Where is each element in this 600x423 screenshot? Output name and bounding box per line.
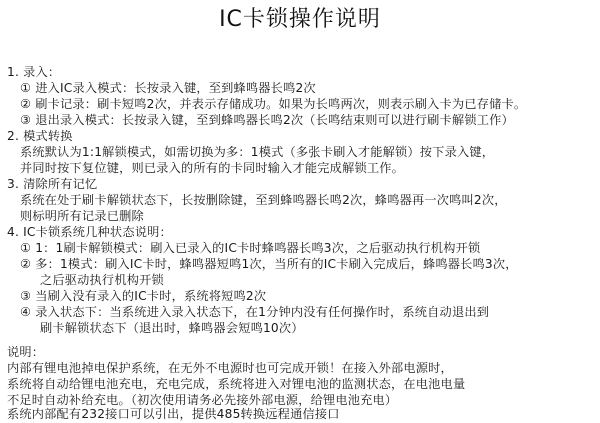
- section-1-line-1: ① 进入IC录入模式：长按录入键，至到蜂鸣器长鸣2次: [20, 81, 316, 95]
- section-4-line-4: ③ 当刷入没有录入的IC卡时，系统将短鸣2次: [20, 289, 267, 303]
- section-3-line-2: 则标明所有记录已删除: [20, 209, 144, 223]
- section-1-line-2: ② 刷卡记录：刷卡短鸣2次，并表示存储成功。如果为长鸣两次，则表示刷入卡为已存储卡。: [20, 97, 527, 111]
- section-2-heading: 2. 模式转换: [7, 129, 73, 143]
- notes-line-4: 系统内部配有232接口可以引出，提供485转换远程通信接口: [7, 407, 340, 421]
- section-4-line-5: ④ 录入状态下：当系统进入录入状态下，在1分钟内没有任何操作时，系统自动退出到: [20, 305, 490, 319]
- section-4-line-2: ② 多：1模式：刷入IC卡时，蜂鸣器短鸣1次，当所有的IC卡刷入完成后，蜂鸣器长鸣3次，: [20, 257, 518, 271]
- notes-line-1: 内部有锂电池掉电保护系统，在无外不电源时也可完成开锁！在接入外部电源时，: [7, 361, 453, 375]
- section-3-line-1: 系统在处于刷卡解锁状态下，长按删除键，至到蜂鸣器长鸣2次，蜂鸣器再一次鸣叫2次，: [20, 193, 507, 207]
- notes-line-2: 系统将自动给锂电池充电，充电完成，系统将进入对锂电池的监测状态，在电池电量: [7, 377, 466, 391]
- page-title: IC卡锁操作说明: [219, 7, 381, 32]
- section-4-line-1: ① 1：1刷卡解锁模式：刷入已录入的IC卡时蜂鸣器长鸣3次，之后驱动执行机构开锁: [20, 241, 481, 255]
- section-2-line-2: 并同时按下复位键，则已录入的所有的卡同时输入才能完成解锁工作。: [20, 161, 405, 175]
- section-2-line-1: 系统默认为1:1解锁模式，如需切换为多：1模式（多张卡刷入才能解锁）按下录入键，: [20, 145, 495, 159]
- notes-line-3: 不足时自动补给充电。（初次使用请务必先接外部电源，给锂电池充电）: [7, 393, 398, 407]
- section-4-heading: 4. IC卡锁系统几种状态说明：: [7, 225, 172, 239]
- section-4-line-3: 之后驱动执行机构开锁: [40, 273, 164, 287]
- section-1-line-3: ③ 退出录入模式：长按录入键，至到蜂鸣器长鸣2次（长鸣结束则可以进行刷卡解锁工作）: [20, 113, 514, 127]
- section-3-heading: 3. 清除所有记忆: [7, 177, 98, 191]
- section-1-heading: 1. 录入：: [7, 65, 61, 79]
- notes-heading: 说明：: [7, 345, 45, 359]
- section-4-line-6: 刷卡解锁状态下（退出时，蜂鸣器会短鸣10次）: [40, 321, 304, 335]
